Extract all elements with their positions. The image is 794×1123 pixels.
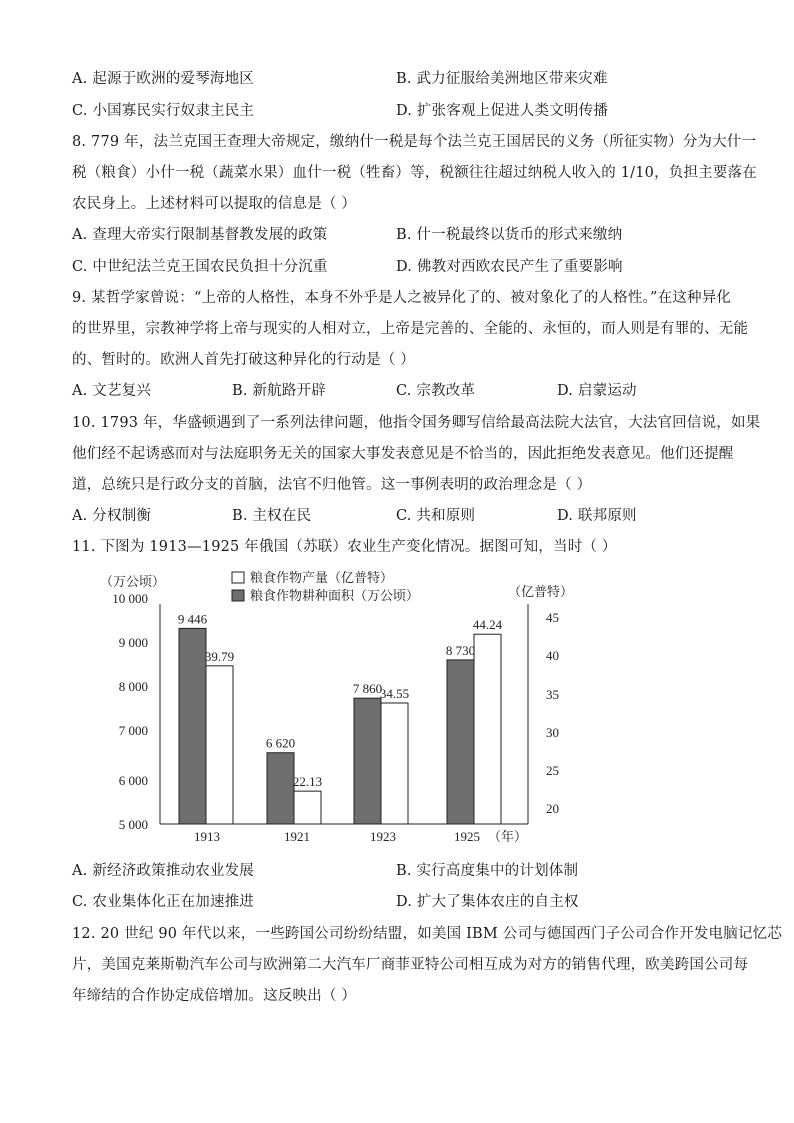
right-tick-label: 40 [546,648,559,663]
bar-area-1921 [267,753,294,824]
q11-stem-line-1: 11. 下图为 1913—1925 年俄国（苏联）农业生产变化情况。据图可知，当时（ ） [72,539,617,555]
q9-option-d: D. 启蒙运动 [557,383,637,399]
q10-stem-line-1: 10. 1793 年，华盛顿遇到了一系列法律问题，他指令国务卿写信给最高法院大法官，大法官回信说，如果 [72,415,761,431]
q8-option-b: B. 什一税最终以货币的形式来缴纳 [396,227,623,243]
legend-swatch-production [232,572,244,583]
left-axis-unit: （万公顷） [100,574,166,589]
q8-option-a: A. 查理大帝实行限制基督教发展的政策 [72,227,328,243]
right-tick-label: 30 [546,725,559,740]
agriculture-bar-chart [90,562,590,852]
q9-stem-line-1: 9. 某哲学家曾说：“上帝的人格性，本身不外乎是人之被异化了的、被对象化了的人格性。”在这种异化 [72,290,732,306]
q9-option-c: C. 宗教改革 [396,383,476,399]
right-axis-unit: （亿普特） [508,584,574,599]
right-tick-label: 35 [546,687,559,702]
q8-stem-line-2: 税（粮食）小什一税（蔬菜水果）血什一税（牲畜）等，税额往往超过纳税人收入的 1/10，负担主要落在 [72,165,757,181]
legend-label-production: 粮食作物产量（亿普特） [250,570,394,585]
q10-option-d: D. 联邦原则 [557,508,637,524]
q11-option-c: C. 农业集体化正在加速推进 [72,894,255,910]
bar-area-1923 [354,698,381,824]
left-tick-label: 10 000 [112,591,148,606]
q7-option-c: C. 小国寡民实行奴隶主民主 [72,103,255,119]
q8-stem-line-1: 8. 779 年，法兰克国王查理大帝规定，缴纳什一税是每个法兰克王国居民的义务（所征实物）分为大什一 [72,134,757,150]
area-value-label: 8 730 [445,642,476,658]
bar-production-1913 [206,666,233,824]
q8-option-d: D. 佛教对西欧农民产生了重要影响 [396,259,623,275]
x-tick-label: 1921 [284,829,310,844]
production-value-label: 44.24 [472,617,503,633]
right-tick-label: 20 [546,801,559,816]
q11-option-d: D. 扩大了集体农庄的自主权 [396,894,579,910]
q7-option-b: B. 武力征服给美洲地区带来灾难 [396,71,608,87]
left-tick-label: 9 000 [118,635,148,650]
production-value-label: 39.79 [204,648,235,664]
q12-stem-line-3: 年缔结的合作协定成倍增加。这反映出（ ） [72,988,357,1004]
bar-area-1925 [447,660,474,824]
q9-option-a: A. 文艺复兴 [72,383,152,399]
x-axis-suffix: （年） [488,829,528,844]
x-tick-label: 1923 [370,829,396,844]
q9-stem-line-3: 的、暂时的。欧洲人首先打破这种异化的行动是（ ） [72,352,415,368]
q8-option-c: C. 中世纪法兰克王国农民负担十分沉重 [72,259,328,275]
q10-option-a: A. 分权制衡 [72,508,152,524]
bar-production-1925 [474,634,501,824]
bar-area-1913 [179,628,206,824]
q10-option-b: B. 主权在民 [232,508,312,524]
left-tick-label: 7 000 [118,723,148,738]
legend-swatch-area [232,590,244,601]
q9-stem-line-2: 的世界里，宗教神学将上帝与现实的人相对立，上帝是完善的、全能的、永恒的，而人则是有罪的、无能 [72,321,749,337]
q12-stem-line-1: 12. 20 世纪 90 年代以来，一些跨国公司纷纷结盟，如美国 IBM 公司与德国西门子公司合作开发电脑记忆芯 [72,926,783,942]
production-value-label: 22.13 [292,774,323,790]
right-tick-label: 45 [546,610,559,625]
x-tick-label: 1925 [454,829,480,844]
right-tick-label: 25 [546,763,559,778]
left-tick-label: 6 000 [118,773,148,788]
q7-option-d: D. 扩张客观上促进人类文明传播 [396,103,609,119]
q11-option-a: A. 新经济政策推动农业发展 [72,863,254,879]
area-value-label: 7 860 [352,681,383,697]
q10-stem-line-2: 他们经不起诱惑而对与法庭职务无关的国家大事发表意见是不恰当的，因此拒绝发表意见。他们还提醒 [72,446,734,462]
bar-production-1923 [381,703,408,824]
left-tick-label: 5 000 [118,817,148,832]
q12-stem-line-2: 片，美国克莱斯勒汽车公司与欧洲第二大汽车厂商菲亚特公司相互成为对方的销售代理，欧美跨国公司每 [72,957,749,973]
bar-production-1921 [294,791,321,824]
production-value-label: 34.55 [379,686,410,701]
legend-label-area: 粮食作物耕种面积（万公顷） [250,588,420,603]
q10-stem-line-3: 道，总统只是行政分支的首脑，法官不归他管。这一事例表明的政治理念是（ ） [72,477,592,493]
q9-option-b: B. 新航路开辟 [232,383,326,399]
area-value-label: 9 446 [177,611,208,627]
q8-stem-line-3: 农民身上。上述材料可以提取的信息是（ ） [72,196,357,212]
area-value-label: 6 620 [265,735,296,751]
q7-option-a: A. 起源于欧洲的爱琴海地区 [72,71,254,87]
left-tick-label: 8 000 [118,679,148,694]
q11-option-b: B. 实行高度集中的计划体制 [396,863,579,879]
q10-option-c: C. 共和原则 [396,508,476,524]
x-tick-label: 1913 [194,829,220,844]
